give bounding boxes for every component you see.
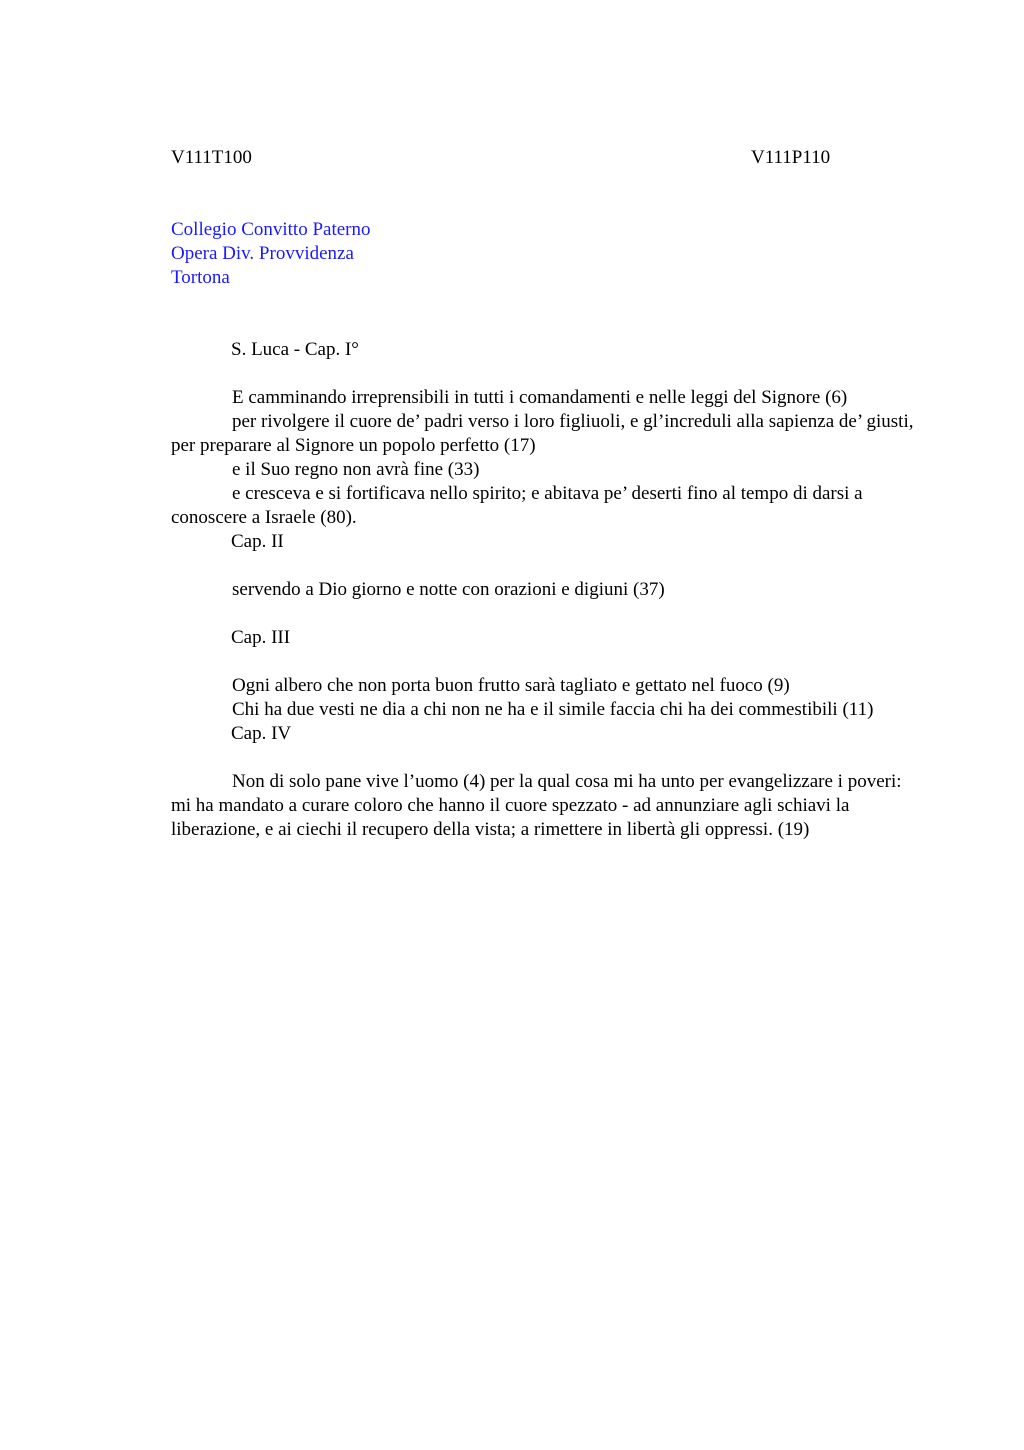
sender-institution: Collegio Convitto Paterno <box>171 219 371 240</box>
sender-block <box>171 218 371 290</box>
cap1-verse-17: per rivolgere il cuore de’ padri verso i loro figliuoli, e gl’increduli alla sapienza de’ giusti, per preparare al Signore un popolo perfetto (17) <box>171 411 914 456</box>
cap3-verse-11: Chi ha due vesti ne dia a chi non ne ha e il simile faccia chi ha dei commestibili (11) <box>232 699 874 720</box>
cap2-verse-37: servendo a Dio giorno e notte con orazioni e digiuni (37) <box>232 579 665 600</box>
document-code-left: V111T100 <box>171 147 252 168</box>
document-body <box>171 338 921 842</box>
cap1-verse-80: e cresceva e si fortificava nello spirito; e abitava pe’ deserti fino al tempo di darsi a conoscere a Israele (80). <box>171 483 863 528</box>
cap1-verse-6: E camminando irreprensibili in tutti i comandamenti e nelle leggi del Signore (6) <box>232 387 848 408</box>
sender-organization: Opera Div. Provvidenza <box>171 243 354 264</box>
cap2-heading: Cap. II <box>231 531 284 552</box>
cap3-verse-9: Ogni albero che non porta buon frutto sarà tagliato e gettato nel fuoco (9) <box>232 675 790 696</box>
sender-city: Tortona <box>171 267 230 288</box>
cap4-heading: Cap. IV <box>231 723 292 744</box>
document-title: S. Luca - Cap. I° <box>231 339 359 360</box>
cap3-heading: Cap. III <box>231 627 291 648</box>
document-code-right: V111P110 <box>751 147 831 168</box>
cap1-verse-33: e il Suo regno non avrà fine (33) <box>232 459 480 480</box>
cap4-verse-4-19: Non di solo pane vive l’uomo (4) per la qual cosa mi ha unto per evangelizzare i poveri: mi ha mandato a curare coloro che hanno il cuore spezzato - ad annunziare agli schiavi la liberazione, e ai ciechi il recupero della vista; a rimettere in libertà gli oppressi. (19) <box>171 771 902 840</box>
